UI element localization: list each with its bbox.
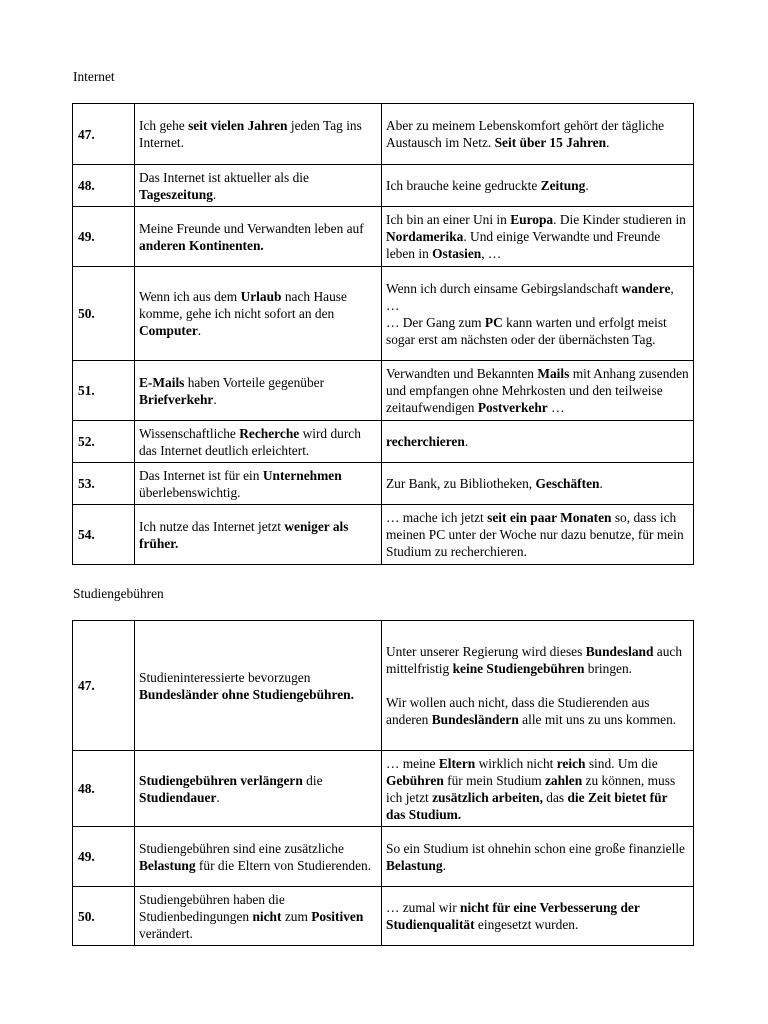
text: Das Internet ist für ein	[139, 467, 263, 483]
statement-cell	[135, 751, 382, 827]
bold-text: Bundesländern	[431, 712, 519, 727]
text: wird durch das Internet deutlich erleichtert.	[139, 425, 361, 458]
table-row	[73, 463, 694, 505]
statement-cell	[135, 421, 382, 463]
text: Meine Freunde und Verwandten leben auf	[139, 220, 364, 236]
statement-cell	[135, 267, 382, 361]
statement-cell	[135, 621, 382, 751]
table-row	[73, 267, 694, 361]
bold-text: Bundesland	[585, 644, 654, 659]
table-row	[73, 827, 694, 887]
evidence-cell	[382, 751, 694, 827]
table-row	[73, 751, 694, 827]
text: das	[542, 789, 568, 805]
bold-text: anderen Kontinenten.	[139, 237, 264, 253]
bold-text: Postverkehr	[477, 400, 548, 415]
row-number: 50.	[73, 887, 135, 946]
text: wirklich nicht	[475, 755, 557, 771]
text: … meine	[386, 755, 439, 771]
text: verändert.	[139, 925, 193, 941]
text: Ich nutze das Internet jetzt	[139, 518, 285, 534]
bold-text: nicht	[252, 908, 282, 924]
row-number: 50.	[73, 267, 135, 361]
bold-text: Urlaub	[240, 289, 282, 304]
row-number: 53.	[73, 463, 135, 505]
text: für mein Studium	[443, 772, 545, 788]
bold-text: recherchieren	[386, 434, 465, 449]
text: zu können, muss ich jetzt	[386, 772, 676, 805]
row-number: 49.	[73, 827, 135, 887]
evidence-cell	[382, 361, 694, 421]
text: so, dass ich meinen PC unter der Woche nur dazu benutze, für mein Studium zu recherchieren.	[386, 510, 684, 559]
text: Ich brauche keine gedruckte	[386, 178, 541, 193]
bold-text: E-Mails	[139, 374, 185, 390]
evidence-cell	[382, 165, 694, 207]
evidence-cell	[382, 887, 694, 946]
text: Zur Bank, zu Bibliotheken,	[386, 476, 536, 491]
statement-cell	[135, 463, 382, 505]
text: für die Eltern von Studierenden.	[195, 857, 372, 873]
table-row	[73, 421, 694, 463]
bold-text: Geschäften	[535, 476, 600, 491]
text: .	[464, 434, 469, 449]
table-row	[73, 621, 694, 751]
paragraph-gap	[386, 677, 689, 694]
text: haben Vorteile gegenüber	[184, 374, 325, 390]
bold-text: Briefverkehr	[139, 391, 214, 407]
section-title-studiengebuehren: Studiengebühren	[73, 586, 164, 601]
row-number: 47.	[73, 104, 135, 165]
table-row	[73, 361, 694, 421]
text: Unter unserer Regierung wird dieses	[386, 644, 586, 659]
text: Studiengebühren haben die Studienbedingungen	[139, 891, 285, 924]
bold-text: Recherche	[239, 425, 300, 441]
bold-text: zusätzlich arbeiten,	[432, 789, 543, 805]
bold-text: Belastung	[386, 857, 443, 873]
row-number: 48.	[73, 165, 135, 207]
text: .	[599, 476, 603, 491]
statement-cell	[135, 165, 382, 207]
bold-text: Positiven	[311, 908, 364, 924]
text: die	[302, 772, 323, 788]
text: Studieninteressierte bevorzugen	[139, 669, 311, 685]
bold-text: PC	[484, 314, 503, 330]
evidence-cell	[382, 827, 694, 887]
statement-cell	[135, 887, 382, 946]
text: .	[212, 186, 217, 202]
table-row	[73, 887, 694, 946]
text: … Der Gang zum	[386, 314, 485, 330]
text: , …	[386, 280, 674, 313]
text: Aber zu meinem Lebenskomfort gehört der tägliche Austausch im Netz.	[386, 118, 665, 150]
bold-text: Europa	[510, 212, 554, 227]
bold-text: die Zeit bietet für das Studium.	[386, 789, 668, 822]
bold-text: reich	[556, 755, 586, 771]
bold-text: nicht für eine Verbesserung der Studienqualität	[386, 900, 640, 932]
row-number: 47.	[73, 621, 135, 751]
bold-text: Eltern	[438, 755, 476, 771]
bold-text: Gebühren	[386, 772, 444, 788]
evidence-cell	[382, 621, 694, 751]
statement-cell	[135, 104, 382, 165]
bold-text: Mails	[537, 366, 570, 381]
text: überlebenswichtig.	[139, 484, 241, 500]
text: Wissenschaftliche	[139, 425, 240, 441]
bold-text: seit vielen Jahren	[188, 118, 288, 133]
evidence-cell	[382, 267, 694, 361]
bold-text: Unternehmen	[262, 467, 342, 483]
statement-cell	[135, 361, 382, 421]
table-row	[73, 165, 694, 207]
bold-text: weniger als früher.	[139, 518, 349, 551]
text: .	[442, 857, 446, 873]
bold-text: zahlen	[544, 772, 583, 788]
section-title-internet: Internet	[73, 69, 115, 84]
row-number: 48.	[73, 751, 135, 827]
statement-cell	[135, 207, 382, 267]
evidence-cell	[382, 463, 694, 505]
text: . Und einige Verwandte und Freunde leben in	[386, 229, 661, 261]
text: …	[547, 400, 565, 415]
text: Verwandten und Bekannten	[386, 366, 538, 381]
table-studiengebuehren	[72, 620, 694, 946]
bold-text: seit ein paar Monaten	[487, 510, 612, 525]
text: zum	[281, 908, 312, 924]
table-row	[73, 505, 694, 565]
text: So ein Studium ist ohnehin schon eine große finanzielle	[386, 840, 686, 856]
text: .	[606, 135, 610, 150]
evidence-cell	[382, 505, 694, 565]
text: alle mit uns zu uns kommen.	[518, 712, 677, 727]
bold-text: Studiendauer	[139, 789, 217, 805]
text: eingesetzt wurden.	[474, 917, 579, 932]
text: .	[216, 789, 220, 805]
table-row	[73, 207, 694, 267]
text: sind. Um die	[585, 755, 658, 771]
text: .	[213, 391, 217, 407]
row-number: 51.	[73, 361, 135, 421]
text: kann warten und erfolgt meist sogar erst am nächsten oder der übernächsten Tag.	[386, 314, 667, 347]
text: auch mittelfristig	[386, 644, 683, 676]
bold-text: wandere	[621, 280, 671, 296]
row-number: 54.	[73, 505, 135, 565]
text: .	[585, 178, 589, 193]
text: Wir wollen auch nicht, dass die Studierenden aus anderen	[386, 695, 650, 727]
text: bringen.	[584, 661, 633, 676]
bold-text: Ostasien	[432, 246, 482, 261]
evidence-cell	[382, 207, 694, 267]
row-number: 52.	[73, 421, 135, 463]
bold-text: Tageszeitung	[139, 186, 213, 202]
text: , …	[481, 246, 502, 261]
text: … mache ich jetzt	[386, 510, 488, 525]
text: Ich gehe	[139, 118, 189, 133]
text: . Die Kinder studieren in	[553, 212, 686, 227]
bold-text: Studiengebühren verlängern	[139, 772, 303, 788]
text: nach Hause komme, gehe ich nicht sofort an den	[139, 289, 347, 321]
text: jeden Tag ins Internet.	[139, 118, 362, 150]
bold-text: Seit über 15 Jahren	[494, 135, 607, 150]
bold-text: Belastung	[139, 857, 196, 873]
text: … zumal wir	[386, 900, 461, 915]
text: Ich bin an einer Uni in	[386, 212, 511, 227]
bold-text: Bundesländer ohne Studiengebühren.	[139, 686, 354, 702]
row-number: 49.	[73, 207, 135, 267]
text: Das Internet ist aktueller als die	[139, 169, 309, 185]
text: mit Anhang zusenden und empfangen ohne Mehrkosten und den teilweise zeitaufwendigen	[386, 366, 689, 415]
text: Wenn ich aus dem	[139, 289, 241, 304]
bold-text: keine Studiengebühren	[452, 661, 585, 676]
text: Studiengebühren sind eine zusätzliche	[139, 840, 344, 856]
table-internet	[72, 103, 694, 565]
statement-cell	[135, 827, 382, 887]
bold-text: Zeitung	[540, 178, 586, 193]
table-row	[73, 104, 694, 165]
text: .	[197, 323, 202, 338]
statement-cell	[135, 505, 382, 565]
text: Wenn ich durch einsame Gebirgslandschaft	[386, 280, 622, 296]
evidence-cell	[382, 421, 694, 463]
evidence-cell	[382, 104, 694, 165]
bold-text: Computer	[139, 323, 198, 338]
bold-text: Nordamerika	[386, 229, 464, 244]
